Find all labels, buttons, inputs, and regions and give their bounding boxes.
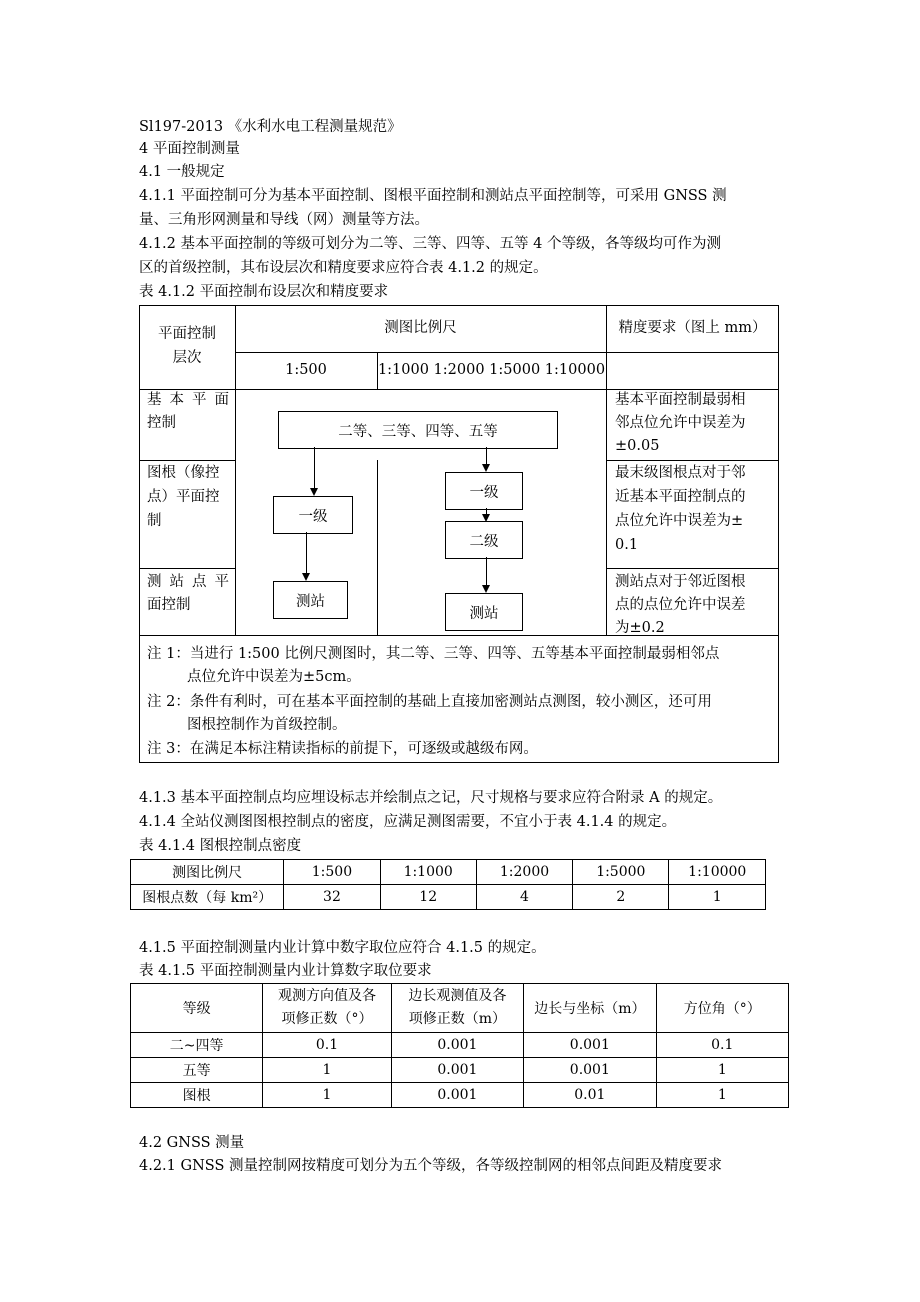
box-basic-grades: 二等、三等、四等、五等 bbox=[278, 411, 558, 449]
box-left-level1: 一级 bbox=[273, 496, 353, 534]
row1-precision-line3: ±0.05 bbox=[615, 438, 660, 454]
table-4-1-4-title: 表 4.1.4 图根控制点密度 bbox=[139, 838, 302, 854]
t415-header-side-l1: 边长观测值及各 bbox=[408, 988, 507, 1004]
t415-cell: 五等 bbox=[131, 1058, 263, 1083]
t415-cell: 0.001 bbox=[391, 1083, 523, 1108]
section-4-1-heading: 4.1 一般规定 bbox=[139, 164, 225, 180]
t415-header-direction bbox=[263, 984, 391, 1033]
row2-precision-line3: 点位允许中误差为± bbox=[615, 513, 744, 529]
para-4-1-4: 4.1.4 全站仪测图图根控制点的密度，应满足测图需要，不宜小于表 4.1.4 的规定。 bbox=[139, 814, 677, 830]
row2-precision-line1: 最末级图根点对于邻 bbox=[615, 465, 746, 481]
row1-precision-line1: 基本平面控制最弱相 bbox=[615, 392, 746, 408]
row-label-basic-line1: 基本平面 bbox=[147, 392, 229, 408]
para-4-1-3: 4.1.3 基本平面控制点均应埋设标志并绘制点之记，尺寸规格与要求应符合附录 A 的规定。 bbox=[139, 790, 723, 806]
t415-cell: 图根 bbox=[131, 1083, 263, 1108]
t414-header: 1:5000 bbox=[573, 860, 669, 885]
row-label-basic-line2: 控制 bbox=[147, 415, 176, 431]
para-4-1-5: 4.1.5 平面控制测量内业计算中数字取位应符合 4.1.5 的规定。 bbox=[139, 940, 546, 956]
note-2-line1: 注 2：条件有利时，可在基本平面控制的基础上直接加密测站点测图，较小测区，还可用 bbox=[147, 694, 712, 710]
t415-header-side bbox=[391, 984, 523, 1033]
box-right-level2: 二级 bbox=[445, 521, 523, 559]
t415-cell: 0.001 bbox=[524, 1033, 656, 1058]
t415-header-azimuth: 方位角（°） bbox=[656, 984, 788, 1033]
table-4-1-4 bbox=[130, 859, 766, 910]
row3-precision-line1: 测站点对于邻近图根 bbox=[615, 574, 746, 590]
row2-precision-line2: 近基本平面控制点的 bbox=[615, 489, 746, 505]
t415-header-grade: 等级 bbox=[131, 984, 263, 1033]
t414-cell: 32 bbox=[284, 885, 380, 910]
col-header-precision: 精度要求（图上 mm） bbox=[618, 320, 767, 336]
t415-cell: 1 bbox=[263, 1083, 391, 1108]
row2-precision-line4: 0.1 bbox=[615, 537, 639, 553]
t415-cell: 1 bbox=[656, 1083, 788, 1108]
row-label-tugen-line1: 图根（像控 bbox=[147, 465, 220, 481]
t415-header-side-l2: 项修正数（m） bbox=[408, 1011, 507, 1027]
box-right-station: 测站 bbox=[445, 593, 523, 631]
note-1-line2: 点位允许中误差为±5cm。 bbox=[187, 669, 361, 685]
note-2-line2: 图根控制作为首级控制。 bbox=[187, 717, 347, 733]
row3-precision-line3: 为±0.2 bbox=[615, 620, 665, 636]
t415-cell: 0.001 bbox=[391, 1058, 523, 1083]
row-label-tugen-line3: 制 bbox=[147, 513, 162, 529]
t414-header: 测图比例尺 bbox=[131, 860, 284, 885]
t415-cell: 0.01 bbox=[524, 1083, 656, 1108]
col-header-scale: 测图比例尺 bbox=[384, 320, 457, 336]
chapter-heading: 4 平面控制测量 bbox=[139, 141, 240, 157]
note-1-line1: 注 1：当进行 1:500 比例尺测图时，其二等、三等、四等、五等基本平面控制最弱相邻点 bbox=[147, 646, 720, 662]
para-4-1-2-line2: 区的首级控制，其布设层次和精度要求应符合表 4.1.2 的规定。 bbox=[139, 260, 548, 276]
row3-precision-line2: 点的点位允许中误差 bbox=[615, 597, 746, 613]
standard-title: Sl197-2013 《水利水电工程测量规范》 bbox=[139, 119, 402, 135]
row-label-tugen-line2: 点）平面控 bbox=[147, 489, 220, 505]
row-label-station-line1: 测站点平 bbox=[147, 574, 229, 590]
t414-cell: 4 bbox=[476, 885, 572, 910]
t414-header: 1:10000 bbox=[669, 860, 766, 885]
t415-header-direction-l1: 观测方向值及各 bbox=[277, 988, 376, 1004]
table-4-1-5-title: 表 4.1.5 平面控制测量内业计算数字取位要求 bbox=[139, 963, 432, 979]
scale-1-1000-etc: 1:1000 1:2000 1:5000 1:10000 bbox=[377, 362, 606, 378]
t414-cell: 1 bbox=[669, 885, 766, 910]
para-4-1-1-line2: 量、三角形网测量和导线（网）测量等方法。 bbox=[139, 212, 429, 228]
t414-cell: 12 bbox=[380, 885, 476, 910]
table-4-1-2-title: 表 4.1.2 平面控制布设层次和精度要求 bbox=[139, 284, 389, 300]
para-4-1-2-line1: 4.1.2 基本平面控制的等级可划分为二等、三等、四等、五等 4 个等级，各等级均可作为测 bbox=[139, 236, 721, 252]
t414-cell: 2 bbox=[573, 885, 669, 910]
note-3: 注 3：在满足本标注精读指标的前提下，可逐级或越级布网。 bbox=[147, 741, 538, 757]
t415-cell: 0.001 bbox=[391, 1033, 523, 1058]
scale-1-500: 1:500 bbox=[285, 362, 327, 378]
t414-header: 1:2000 bbox=[476, 860, 572, 885]
table-4-1-5 bbox=[130, 983, 789, 1108]
t414-header: 1:1000 bbox=[380, 860, 476, 885]
col-header-level-line1: 平面控制 bbox=[158, 326, 216, 342]
t415-cell: 0.1 bbox=[263, 1033, 391, 1058]
t415-cell: 1 bbox=[656, 1058, 788, 1083]
box-left-station: 测站 bbox=[273, 581, 348, 619]
box-right-level1: 一级 bbox=[445, 472, 523, 510]
t415-cell: 1 bbox=[263, 1058, 391, 1083]
t415-cell: 0.001 bbox=[524, 1058, 656, 1083]
section-4-2-heading: 4.2 GNSS 测量 bbox=[139, 1135, 245, 1151]
para-4-1-1-line1: 4.1.1 平面控制可分为基本平面控制、图根平面控制和测站点平面控制等，可采用 GNSS 测 bbox=[139, 188, 727, 204]
para-4-2-1: 4.2.1 GNSS 测量控制网按精度可划分为五个等级，各等级控制网的相邻点间距及精度要求 bbox=[139, 1158, 722, 1174]
table-4-1-2 bbox=[139, 305, 779, 763]
row1-precision-line2: 邻点位允许中误差为 bbox=[615, 415, 746, 431]
t415-cell: 二~四等 bbox=[131, 1033, 263, 1058]
t414-header: 1:500 bbox=[284, 860, 380, 885]
row-label-station-line2: 面控制 bbox=[147, 597, 191, 613]
col-header-level-line2: 层次 bbox=[172, 350, 202, 366]
t415-header-direction-l2: 项修正数（°） bbox=[281, 1011, 373, 1027]
t415-cell: 0.1 bbox=[656, 1033, 788, 1058]
t414-cell: 图根点数（每 km²） bbox=[131, 885, 284, 910]
t415-header-coord: 边长与坐标（m） bbox=[524, 984, 656, 1033]
